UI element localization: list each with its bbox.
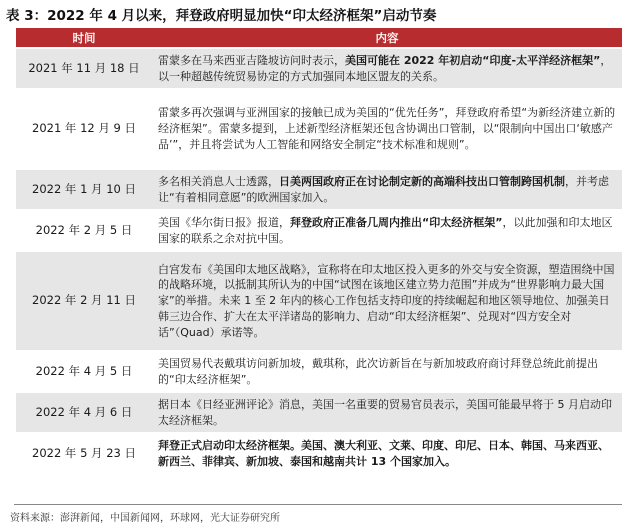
timeline-table (16, 28, 622, 474)
table-row (16, 89, 622, 169)
row-content (152, 392, 622, 433)
content-text: 雷蒙多在马来西亚吉隆坡访问时表示， (158, 53, 345, 67)
header-time: 时间 (16, 28, 152, 48)
row-content (152, 351, 622, 392)
content-text: 据日本《日经亚洲评论》消息，美国一名重要的贸易官员表示，美国可能最早将于 5 月启动印太经济框架。 (158, 397, 612, 427)
content-bold-text: 拜登政府正准备几周内推出“印太经济框架” (290, 215, 503, 229)
content-bold-text: 拜登正式启动印太经济框架。美国、澳大利亚、文莱、印度、印尼、日本、韩国、马来西亚、新西兰、菲律宾、新加坡、泰国和越南共计 13 个国家加入。 (158, 439, 609, 468)
row-content (152, 210, 622, 251)
row-date: 2021 年 11 月 18 日 (16, 48, 152, 89)
table-row (16, 169, 622, 210)
content-text: 美国《华尔街日报》报道， (158, 215, 290, 229)
table-title: 表 3：2022 年 4 月以来，拜登政府明显加快“印太经济框架”启动节奏 (6, 8, 437, 24)
content-text: ，以一种超越传统贸易协定的方式加强同本地区盟友的关系。 (158, 53, 612, 83)
table-row (16, 433, 622, 474)
content-text: 白宫发布《美国印太地区战略》，宣称将在印太地区投入更多的外交与安全资源，塑造围绕中国的战略环境，以抵制其所认为的中国“试图在该地区建立势力范围”并成为“世界影响力最大国家”的举措。未来 1 至 2 年内的核心工作包括支持印度的持续崛起和地区领导地位、加强美日韩三边合作、扩大在太平洋诸岛的影响力、启动“印太经济框架”、兑现对“四方安全对话”（Quad）承诺等。 (158, 262, 615, 339)
table-row (16, 210, 622, 251)
content-text: 多名相关消息人士透露， (158, 174, 279, 188)
content-text: 美国贸易代表戴琪访问新加坡，戴琪称，此次访新旨在与新加坡政府商讨拜登总统此前提出的“印太经济框架”。 (158, 356, 598, 386)
row-date: 2022 年 4 月 5 日 (16, 351, 152, 392)
content-text: 雷蒙多再次强调与亚洲国家的接触已成为美国的“优先任务”，拜登政府希望“为新经济建立新的经济框架”。雷蒙多提到，上述新型经济框架还包含协调出口管制，以“限制向中国出口‘敏感产品’”，并且将尝试为人工智能和网络安全制定“技术标准和规则”。 (158, 106, 616, 151)
row-content (152, 433, 622, 474)
table-header-row (16, 28, 622, 48)
row-content (152, 251, 622, 351)
table-body (16, 48, 622, 474)
content-text: ，以此加强和印太地区国家的联系之余对抗中国。 (158, 215, 613, 245)
row-content (152, 169, 622, 210)
content-text: ，并考虑让“有着相同意愿”的欧洲国家加入。 (158, 174, 609, 204)
row-date: 2022 年 5 月 23 日 (16, 433, 152, 474)
row-content (152, 48, 622, 89)
content-bold-text: 美国可能在 2022 年初启动“印度-太平洋经济框架” (345, 53, 601, 67)
footer-rule (14, 504, 622, 505)
source-note: 资料来源：澎湃新闻，中国新闻网，环球网，光大证券研究所 (10, 513, 280, 524)
content-bold-text: 日美两国政府正在讨论制定新的高端科技出口管制跨国机制 (279, 174, 565, 188)
table-row (16, 48, 622, 89)
row-content (152, 89, 622, 169)
row-date: 2022 年 2 月 5 日 (16, 210, 152, 251)
row-date: 2022 年 2 月 11 日 (16, 251, 152, 351)
row-date: 2021 年 12 月 9 日 (16, 89, 152, 169)
header-content: 内容 (152, 28, 622, 48)
table-row (16, 392, 622, 433)
row-date: 2022 年 4 月 6 日 (16, 392, 152, 433)
table-row (16, 351, 622, 392)
table-row (16, 251, 622, 351)
row-date: 2022 年 1 月 10 日 (16, 169, 152, 210)
